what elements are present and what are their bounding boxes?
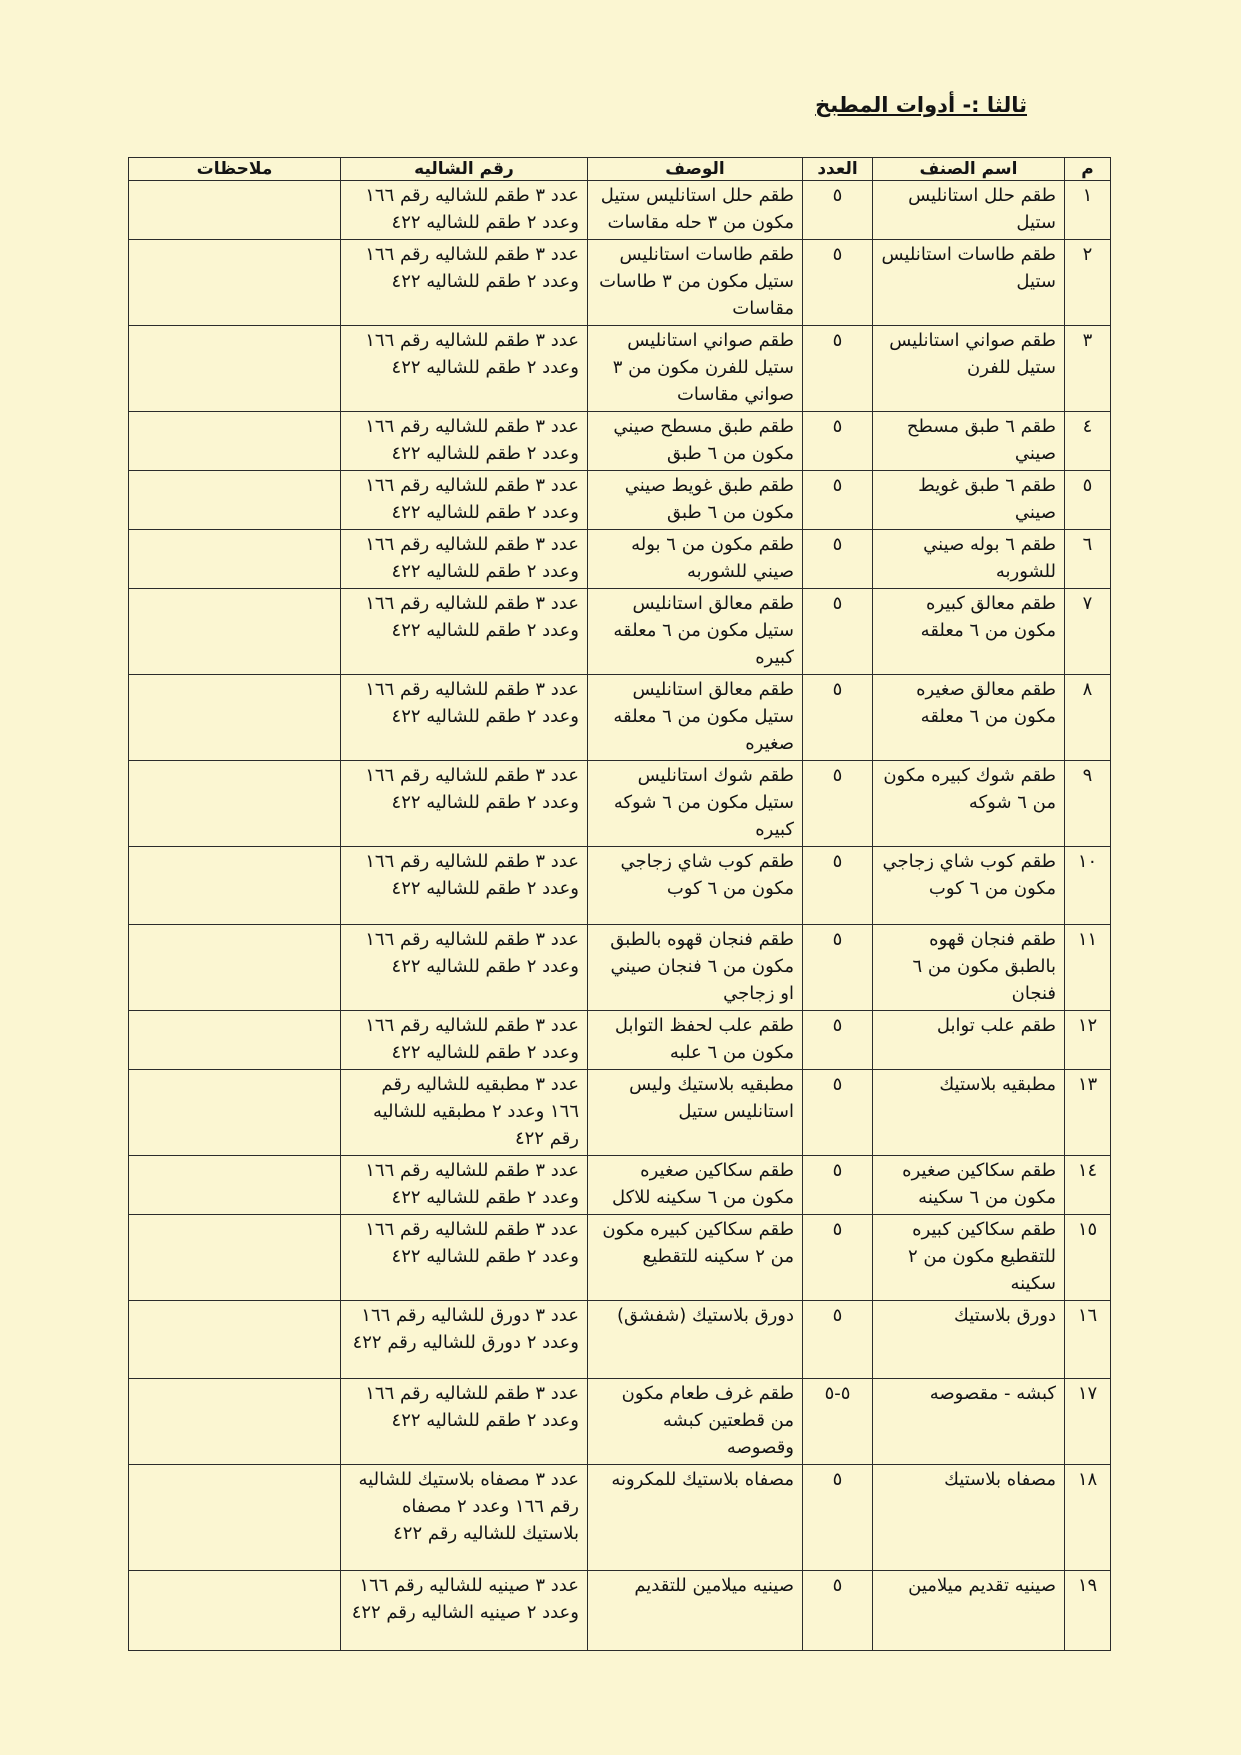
cell-qty: ٥ [803,240,873,326]
cell-notes [129,240,341,326]
cell-name: طقم فنجان قهوه بالطبق مكون من ٦ فنجان [873,925,1065,1011]
cell-desc: طقم طبق غويط صيني مكون من ٦ طبق [588,471,803,530]
cell-desc: طقم علب لحفظ التوابل مكون من ٦ علبه [588,1011,803,1070]
table-row [129,412,1111,471]
cell-qty: ٥ [803,675,873,761]
cell-qty: ٥ [803,1301,873,1379]
table-row [129,326,1111,412]
cell-num: ٨ [1065,675,1111,761]
cell-chalet: عدد ٣ طقم للشاليه رقم ١٦٦ وعدد ٢ طقم للشاليه ٤٢٢ [341,240,588,326]
cell-num: ٤ [1065,412,1111,471]
cell-name: طقم علب توابل [873,1011,1065,1070]
table-row [129,1379,1111,1465]
table-row [129,240,1111,326]
header-desc: الوصف [588,158,803,181]
cell-name: طقم سكاكين كبيره للتقطيع مكون من ٢ سكينه [873,1215,1065,1301]
cell-desc: طقم سكاكين صغيره مكون من ٦ سكينه للاكل [588,1156,803,1215]
cell-chalet: عدد ٣ طقم للشاليه رقم ١٦٦ وعدد ٢ طقم للشاليه ٤٢٢ [341,412,588,471]
cell-notes [129,326,341,412]
cell-qty: ٥ [803,326,873,412]
cell-qty: ٥ [803,761,873,847]
cell-desc: مطبقيه بلاستيك وليس استانليس ستيل [588,1070,803,1156]
cell-notes [129,761,341,847]
cell-chalet: عدد ٣ مطبقيه للشاليه رقم ١٦٦ وعدد ٢ مطبقيه للشاليه رقم ٤٢٢ [341,1070,588,1156]
cell-qty: ٥ [803,1571,873,1651]
cell-desc: طقم حلل استانليس ستيل مكون من ٣ حله مقاسات [588,181,803,240]
cell-chalet: عدد ٣ صينيه للشاليه رقم ١٦٦ وعدد ٢ صينيه الشاليه رقم ٤٢٢ [341,1571,588,1651]
cell-desc: طقم طاسات استانليس ستيل مكون من ٣ طاسات مقاسات [588,240,803,326]
cell-notes [129,181,341,240]
table-row [129,1571,1111,1651]
cell-name: صينيه تقديم ميلامين [873,1571,1065,1651]
cell-notes [129,1465,341,1571]
cell-desc: طقم فنجان قهوه بالطبق مكون من ٦ فنجان صيني او زجاجي [588,925,803,1011]
cell-notes [129,1215,341,1301]
table-row [129,847,1111,925]
table-row [129,1011,1111,1070]
cell-num: ١٩ [1065,1571,1111,1651]
cell-name: طقم طاسات استانليس ستيل [873,240,1065,326]
cell-qty: ٥ [803,589,873,675]
table-row [129,1070,1111,1156]
kitchen-tools-table [128,157,1111,1651]
cell-desc: طقم شوك استانليس ستيل مكون من ٦ شوكه كبيره [588,761,803,847]
cell-qty: ٥ [803,471,873,530]
page-heading: ثالثا :- أدوات المطبخ [815,93,1027,117]
table-row [129,530,1111,589]
cell-notes [129,530,341,589]
cell-name: طقم معالق صغيره مكون من ٦ معلقه [873,675,1065,761]
cell-desc: طقم معالق استانليس ستيل مكون من ٦ معلقه كبيره [588,589,803,675]
cell-chalet: عدد ٣ دورق للشاليه رقم ١٦٦ وعدد ٢ دورق للشاليه رقم ٤٢٢ [341,1301,588,1379]
cell-notes [129,925,341,1011]
cell-desc: طقم طبق مسطح صيني مكون من ٦ طبق [588,412,803,471]
cell-notes [129,1070,341,1156]
cell-name: طقم حلل استانليس ستيل [873,181,1065,240]
header-qty: العدد [803,158,873,181]
cell-notes [129,1301,341,1379]
table-row [129,1215,1111,1301]
cell-name: طقم سكاكين صغيره مكون من ٦ سكينه [873,1156,1065,1215]
cell-num: ١٨ [1065,1465,1111,1571]
cell-notes [129,1011,341,1070]
cell-name: مطبقيه بلاستيك [873,1070,1065,1156]
cell-name: دورق بلاستيك [873,1301,1065,1379]
cell-qty: ٥ [803,412,873,471]
cell-qty: ٥ [803,530,873,589]
cell-qty: ٥ [803,1465,873,1571]
cell-chalet: عدد ٣ طقم للشاليه رقم ١٦٦ وعدد ٢ طقم للشاليه ٤٢٢ [341,589,588,675]
cell-chalet: عدد ٣ طقم للشاليه رقم ١٦٦ وعدد ٢ طقم للشاليه ٤٢٢ [341,530,588,589]
cell-desc: طقم معالق استانليس ستيل مكون من ٦ معلقه صغيره [588,675,803,761]
cell-notes [129,847,341,925]
cell-desc: مصفاه بلاستيك للمكرونه [588,1465,803,1571]
cell-desc: دورق بلاستيك (شفشق) [588,1301,803,1379]
cell-desc: طقم سكاكين كبيره مكون من ٢ سكينه للتقطيع [588,1215,803,1301]
cell-chalet: عدد ٣ طقم للشاليه رقم ١٦٦ وعدد ٢ طقم للشاليه ٤٢٢ [341,326,588,412]
table-row [129,1465,1111,1571]
table-row [129,589,1111,675]
table-row [129,1156,1111,1215]
header-name: اسم الصنف [873,158,1065,181]
cell-desc: طقم غرف طعام مكون من قطعتين كبشه وقصوصه [588,1379,803,1465]
cell-num: ١٣ [1065,1070,1111,1156]
cell-chalet: عدد ٣ طقم للشاليه رقم ١٦٦ وعدد ٢ طقم للشاليه ٤٢٢ [341,1011,588,1070]
table-row [129,1301,1111,1379]
cell-desc: طقم مكون من ٦ بوله صيني للشوربه [588,530,803,589]
cell-num: ١٤ [1065,1156,1111,1215]
cell-num: ١٢ [1065,1011,1111,1070]
cell-desc: طقم كوب شاي زجاجي مكون من ٦ كوب [588,847,803,925]
cell-qty: ٥ [803,1011,873,1070]
cell-num: ١٧ [1065,1379,1111,1465]
cell-chalet: عدد ٣ طقم للشاليه رقم ١٦٦ وعدد ٢ طقم للشاليه ٤٢٢ [341,1215,588,1301]
cell-notes [129,471,341,530]
cell-chalet: عدد ٣ طقم للشاليه رقم ١٦٦ وعدد ٢ طقم للشاليه ٤٢٢ [341,925,588,1011]
cell-notes [129,589,341,675]
cell-num: ١١ [1065,925,1111,1011]
cell-num: ١٥ [1065,1215,1111,1301]
cell-qty: ٥-٥ [803,1379,873,1465]
cell-name: مصفاه بلاستيك [873,1465,1065,1571]
cell-num: ٣ [1065,326,1111,412]
cell-qty: ٥ [803,1070,873,1156]
cell-name: طقم معالق كبيره مكون من ٦ معلقه [873,589,1065,675]
cell-qty: ٥ [803,1156,873,1215]
table-row [129,675,1111,761]
cell-name: طقم صواني استانليس ستيل للفرن [873,326,1065,412]
cell-notes [129,412,341,471]
cell-chalet: عدد ٣ طقم للشاليه رقم ١٦٦ وعدد ٢ طقم للشاليه ٤٢٢ [341,675,588,761]
cell-notes [129,1571,341,1651]
cell-notes [129,1156,341,1215]
table-row [129,471,1111,530]
header-num: م [1065,158,1111,181]
cell-chalet: عدد ٣ طقم للشاليه رقم ١٦٦ وعدد ٢ طقم للشاليه ٤٢٢ [341,1379,588,1465]
cell-name: طقم ٦ بوله صيني للشوربه [873,530,1065,589]
cell-desc: طقم صواني استانليس ستيل للفرن مكون من ٣ صواني مقاسات [588,326,803,412]
cell-desc: صينيه ميلامين للتقديم [588,1571,803,1651]
cell-qty: ٥ [803,1215,873,1301]
cell-chalet: عدد ٣ طقم للشاليه رقم ١٦٦ وعدد ٢ طقم للشاليه ٤٢٢ [341,847,588,925]
cell-qty: ٥ [803,925,873,1011]
table-row [129,181,1111,240]
cell-chalet: عدد ٣ طقم للشاليه رقم ١٦٦ وعدد ٢ طقم للشاليه ٤٢٢ [341,471,588,530]
cell-num: ٥ [1065,471,1111,530]
cell-name: طقم شوك كبيره مكون من ٦ شوكه [873,761,1065,847]
cell-notes [129,675,341,761]
cell-num: ١٦ [1065,1301,1111,1379]
table-body [129,181,1111,1651]
cell-name: طقم كوب شاي زجاجي مكون من ٦ كوب [873,847,1065,925]
cell-num: ٦ [1065,530,1111,589]
table-header-row [129,158,1111,181]
cell-qty: ٥ [803,847,873,925]
table-row [129,761,1111,847]
cell-chalet: عدد ٣ طقم للشاليه رقم ١٦٦ وعدد ٢ طقم للشاليه ٤٢٢ [341,181,588,240]
cell-num: ٧ [1065,589,1111,675]
header-chalet: رقم الشاليه [341,158,588,181]
cell-num: ١٠ [1065,847,1111,925]
table-row [129,925,1111,1011]
cell-num: ١ [1065,181,1111,240]
cell-chalet: عدد ٣ طقم للشاليه رقم ١٦٦ وعدد ٢ طقم للشاليه ٤٢٢ [341,761,588,847]
cell-notes [129,1379,341,1465]
cell-chalet: عدد ٣ طقم للشاليه رقم ١٦٦ وعدد ٢ طقم للشاليه ٤٢٢ [341,1156,588,1215]
header-notes: ملاحظات [129,158,341,181]
cell-name: طقم ٦ طبق مسطح صيني [873,412,1065,471]
cell-num: ٩ [1065,761,1111,847]
cell-name: كبشه - مقصوصه [873,1379,1065,1465]
cell-qty: ٥ [803,181,873,240]
cell-name: طقم ٦ طبق غويط صيني [873,471,1065,530]
cell-num: ٢ [1065,240,1111,326]
cell-chalet: عدد ٣ مصفاه بلاستيك للشاليه رقم ١٦٦ وعدد ٢ مصفاه بلاستيك للشاليه رقم ٤٢٢ [341,1465,588,1571]
